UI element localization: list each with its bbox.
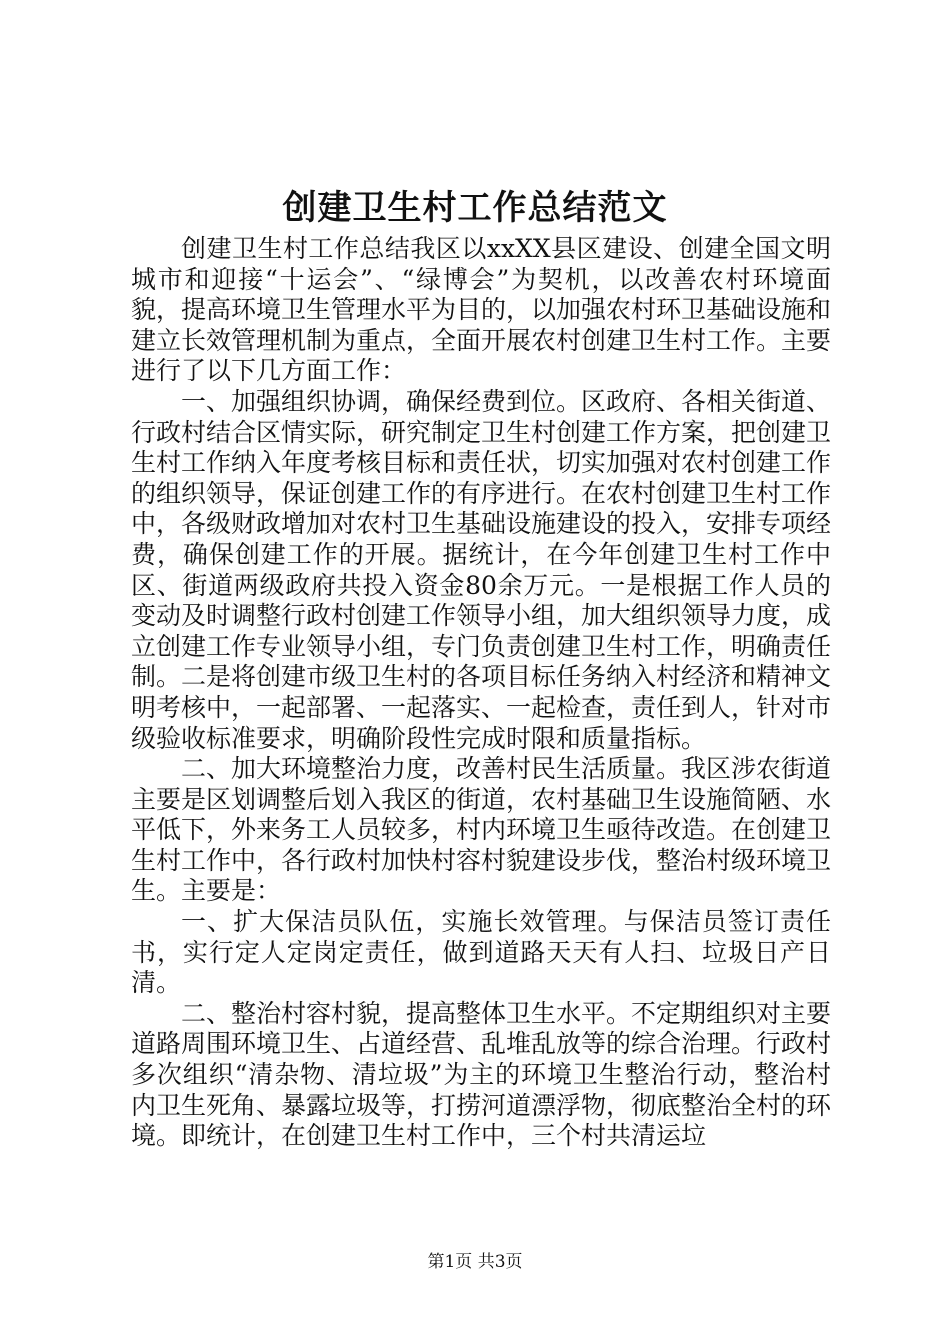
paragraph-section-2: 二、加大环境整治力度，改善村民生活质量。我区涉农街道主要是区划调整后划入我区的街道，农村基础卫生设施简陋、水平低下，外来务工人员较多，村内环境卫生亟待改造。在创建卫生村工作中，各行政村加快村容村貌建设步伐，整治村级环境卫生。主要是： [131, 754, 832, 906]
paragraph-intro: 创建卫生村工作总结我区以xxXX县区建设、创建全国文明城市和迎接“十运会”、“绿博会”为契机，以改善农村环境面貌，提高环境卫生管理水平为目的，以加强农村环卫基础设施和建立长效管理机制为重点，全面开展农村创建卫生村工作。主要进行了以下几方面工作： [131, 234, 832, 386]
paragraph-item-2: 二、整治村容村貌，提高整体卫生水平。不定期组织对主要道路周围环境卫生、占道经营、乱堆乱放等的综合治理。行政村多次组织“清杂物、清垃圾”为主的环境卫生整治行动，整治村内卫生死角、暴露垃圾等，打捞河道漂浮物，彻底整治全村的环境。即统计，在创建卫生村工作中，三个村共清运垃 [131, 998, 832, 1151]
document-body [131, 234, 831, 1152]
page-footer: 第1页 共3页 [427, 1252, 523, 1272]
document-title: 创建卫生村工作总结范文 [282, 188, 668, 228]
paragraph-item-1: 一、扩大保洁员队伍，实施长效管理。与保洁员签订责任书，实行定人定岗定责任，做到道路天天有人扫、垃圾日产日清。 [131, 907, 831, 998]
paragraph-section-1: 一、加强组织协调，确保经费到位。区政府、各相关街道、行政村结合区情实际，研究制定卫生村创建工作方案，把创建卫生村工作纳入年度考核目标和责任状，切实加强对农村创建工作的组织领导，保证创建工作的有序进行。在农村创建卫生村工作中，各级财政增加对农村卫生基础设施建设的投入，安排专项经费，确保创建工作的开展。据统计，在今年创建卫生村工作中区、街道两级政府共投入资金80余万元。一是根据工作人员的变动及时调整行政村创建工作领导小组，加大组织领导力度，成立创建工作专业领导小组，专门负责创建卫生村工作，明确责任制。二是将创建市级卫生村的各项目标任务纳入村经济和精神文明考核中，一起部署、一起落实、一起检查，责任到人，针对市级验收标准要求，明确阶段性完成时限和质量指标。 [131, 386, 832, 753]
